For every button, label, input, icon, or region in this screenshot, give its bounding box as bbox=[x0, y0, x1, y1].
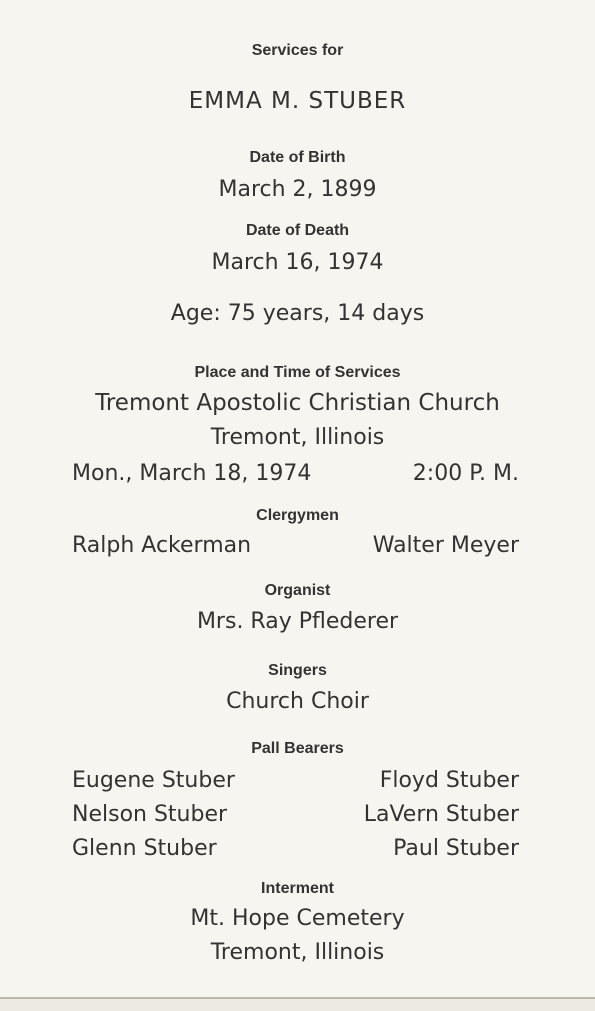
pall-bearer-name: Eugene Stuber bbox=[72, 768, 235, 793]
interment-label: Interment bbox=[261, 880, 334, 897]
singers-name: Church Choir bbox=[226, 689, 369, 714]
birth-label: Date of Birth bbox=[249, 149, 346, 166]
age: Age: 75 years, 14 days bbox=[170, 301, 425, 326]
organist-name: Mrs. Ray Pflederer bbox=[196, 609, 399, 634]
pall-bearer-name: Floyd Stuber bbox=[379, 768, 519, 793]
services-city: Tremont, Illinois bbox=[210, 425, 385, 450]
clergyman-name: Ralph Ackerman bbox=[72, 533, 252, 558]
organist-label: Organist bbox=[264, 582, 331, 599]
services-time: 2:00 P. M. bbox=[412, 461, 519, 486]
birth-date: March 2, 1899 bbox=[218, 177, 377, 202]
pall-bearer-name: Glenn Stuber bbox=[72, 836, 217, 861]
clergyman-name: Walter Meyer bbox=[372, 533, 519, 558]
card-shadow bbox=[0, 999, 595, 1011]
clergymen-label: Clergymen bbox=[256, 507, 339, 524]
cemetery-name: Mt. Hope Cemetery bbox=[190, 906, 405, 931]
church-name: Tremont Apostolic Christian Church bbox=[95, 390, 500, 416]
services-label: Place and Time of Services bbox=[194, 364, 401, 381]
services-for-label: Services for bbox=[251, 42, 344, 59]
interment-city: Tremont, Illinois bbox=[210, 940, 385, 965]
death-date: March 16, 1974 bbox=[211, 250, 384, 275]
death-label: Date of Death bbox=[245, 222, 350, 239]
singers-label: Singers bbox=[268, 662, 327, 679]
pall-bearer-name: LaVern Stuber bbox=[363, 802, 519, 827]
pall-bearer-name: Nelson Stuber bbox=[72, 802, 228, 827]
pall-bearers-label: Pall Bearers bbox=[251, 740, 344, 757]
pall-bearer-name: Paul Stuber bbox=[393, 836, 519, 861]
deceased-name: EMMA M. STUBER bbox=[188, 88, 407, 114]
services-date: Mon., March 18, 1974 bbox=[72, 461, 312, 486]
